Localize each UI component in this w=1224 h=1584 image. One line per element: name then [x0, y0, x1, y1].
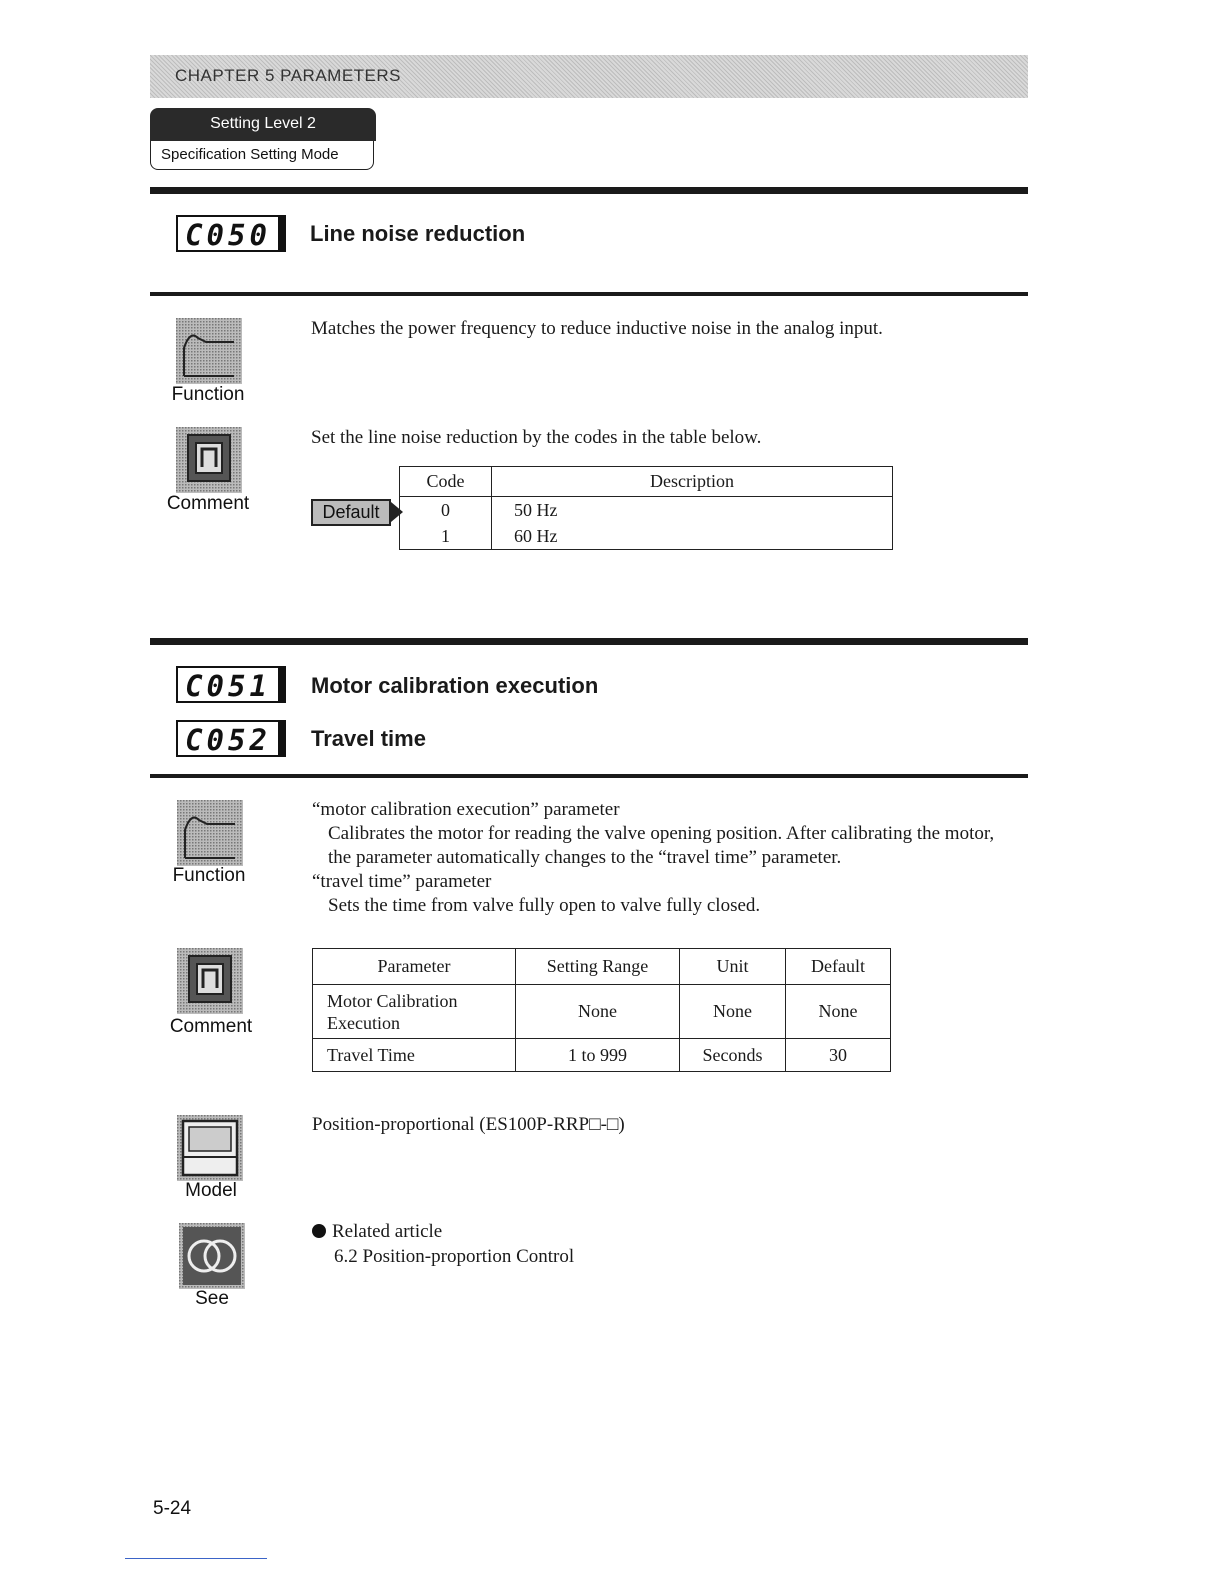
comment-description: Set the line noise reduction by the codes in the table below.: [311, 427, 762, 448]
function-label: Function: [172, 865, 246, 886]
page-number: 5-24: [153, 1498, 192, 1519]
table-cell: 0: [400, 497, 492, 524]
section-title-travel-time: Travel time: [311, 726, 426, 751]
related-article-link: 6.2 Position-proportion Control: [334, 1246, 575, 1267]
section-divider: [150, 638, 1028, 645]
chapter-header-band: [150, 55, 1028, 98]
comment-icon: [176, 427, 242, 493]
setting-level-tab: [150, 108, 376, 141]
section-title-line-noise: Line noise reduction: [310, 221, 526, 246]
table-header: Parameter: [313, 949, 516, 985]
setting-level-label: Setting Level 2: [210, 115, 316, 132]
see-label: See: [195, 1288, 229, 1309]
function-description: Matches the power frequency to reduce inductive noise in the analog input.: [311, 318, 883, 339]
table-cell: 30: [786, 1039, 891, 1072]
comment-label: Comment: [169, 1016, 253, 1037]
led-code-c050: C050: [176, 215, 286, 252]
table-cell: 50 Hz: [492, 497, 893, 524]
table-cell: [313, 985, 516, 1039]
function-line: Calibrates the motor for reading the valve opening position. After calibrating the motor,: [328, 823, 995, 844]
related-article-title: Related article: [332, 1221, 443, 1242]
function-line: “motor calibration execution” parameter: [312, 799, 620, 820]
table-cell: 1 to 999: [516, 1039, 680, 1072]
table-cell: None: [680, 985, 786, 1039]
chapter-title: CHAPTER 5 PARAMETERS: [175, 66, 402, 85]
table-header: Description: [492, 467, 893, 497]
table-header: Code: [400, 467, 492, 497]
comment-label: Comment: [166, 493, 250, 514]
table-cell: 60 Hz: [492, 524, 893, 550]
function-description: [312, 798, 994, 918]
line-noise-table: [399, 466, 893, 550]
table-cell: None: [786, 985, 891, 1039]
related-article-heading: [312, 1221, 442, 1243]
section-divider: [150, 774, 1028, 778]
table-header: Unit: [680, 949, 786, 985]
function-line: “travel time” parameter: [312, 871, 492, 892]
model-description: Position-proportional (ES100P-RRP□-□): [312, 1114, 625, 1135]
function-label: Function: [171, 384, 245, 405]
table-header: Setting Range: [516, 949, 680, 985]
parameter-table: [312, 948, 891, 1072]
table-cell: Seconds: [680, 1039, 786, 1072]
default-marker: Default: [311, 499, 391, 526]
bullet-icon: [312, 1224, 326, 1238]
section-title-motor-calibration: Motor calibration execution: [311, 673, 599, 698]
table-cell: Travel Time: [313, 1039, 516, 1072]
model-icon: [177, 1115, 243, 1181]
section-divider: [150, 292, 1028, 296]
table-cell-line: Motor Calibration: [327, 990, 458, 1011]
table-cell-line: Execution: [327, 1012, 400, 1033]
table-header: Default: [786, 949, 891, 985]
comment-icon: [177, 948, 243, 1014]
led-code-c052: C052: [176, 720, 286, 757]
see-icon: [179, 1223, 245, 1289]
function-icon: [177, 800, 243, 866]
section-divider: [150, 187, 1028, 194]
footer-line: [125, 1558, 267, 1559]
led-code-c051: C051: [176, 666, 286, 703]
table-cell: None: [516, 985, 680, 1039]
table-cell: 1: [400, 524, 492, 550]
function-line: the parameter automatically changes to the “travel time” parameter.: [328, 847, 842, 868]
mode-label: Specification Setting Mode: [161, 146, 339, 163]
function-icon: [176, 318, 242, 384]
model-label: Model: [185, 1180, 237, 1201]
function-line: Sets the time from valve fully open to valve fully closed.: [328, 895, 761, 916]
mode-tab: [150, 141, 374, 170]
